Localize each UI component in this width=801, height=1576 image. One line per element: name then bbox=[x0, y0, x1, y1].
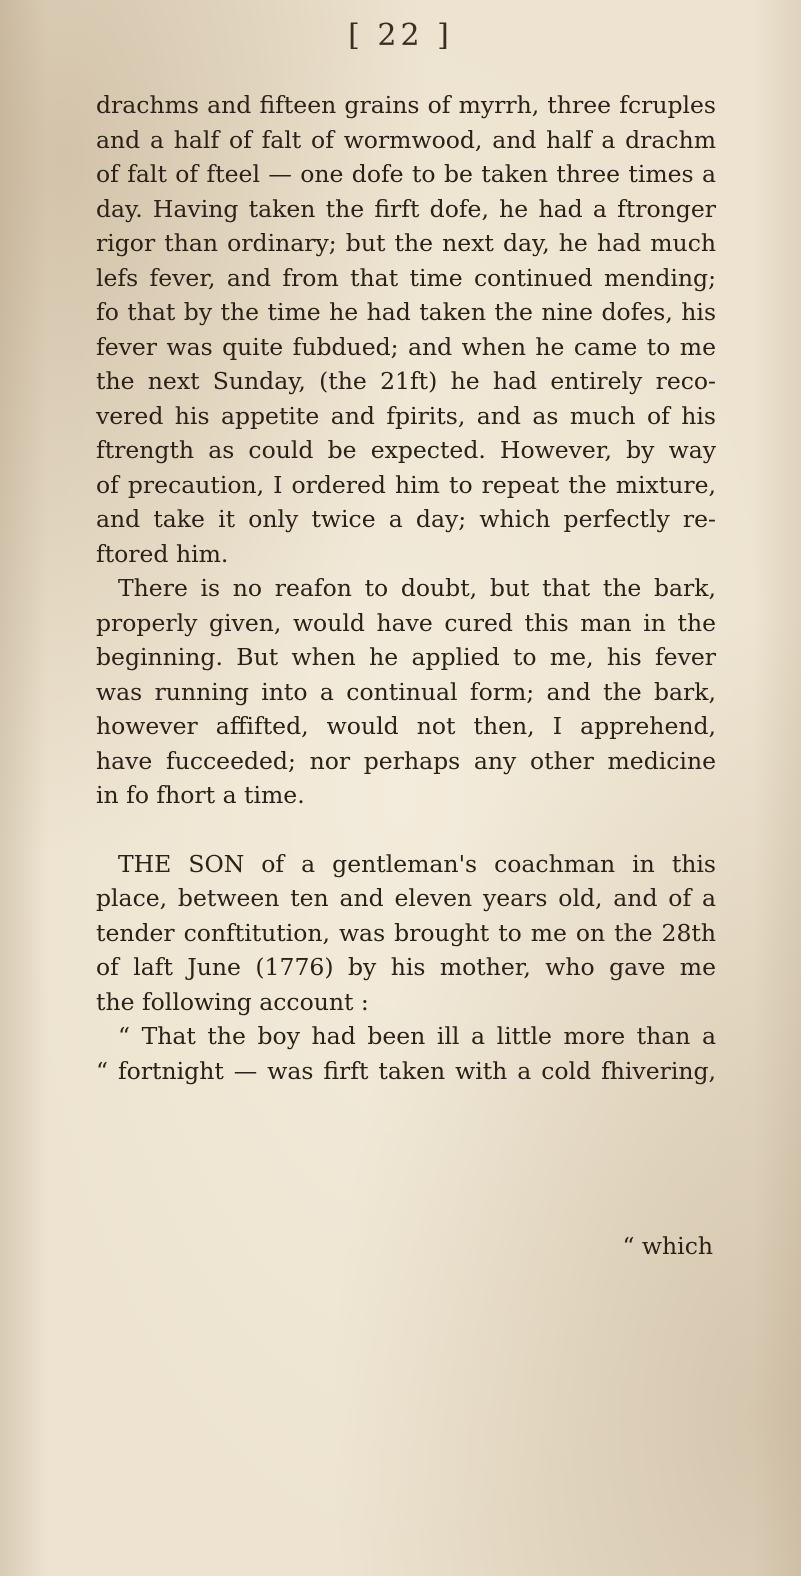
text-line: drachms and fifteen grains of myrrh, three fcruples bbox=[96, 91, 716, 119]
paragraph-spacer bbox=[96, 813, 716, 847]
text-line: of laft June (1776) by his mother, who gave me bbox=[96, 953, 716, 981]
text-line: have fucceeded; nor perhaps any other medicine bbox=[96, 746, 716, 775]
text-line: and a half of falt of wormwood, and half a drachm bbox=[96, 125, 716, 154]
paragraph-4 bbox=[96, 1019, 716, 1088]
body-text bbox=[96, 88, 716, 1088]
text-line: beginning. But when he applied to me, his fever bbox=[96, 643, 716, 671]
text-line: and take it only twice a day; which perfectly re- bbox=[96, 505, 716, 533]
text-line: There is no reafon to doubt, but that the bark, bbox=[118, 574, 716, 602]
paragraph-2 bbox=[96, 571, 716, 813]
text-line: place, between ten and eleven years old, and of a bbox=[96, 884, 716, 912]
text-line: of falt of fteel — one dofe to be taken three times a bbox=[96, 160, 716, 188]
text-line: of precaution, I ordered him to repeat the mixture, bbox=[96, 470, 716, 499]
text-line: ftored him. bbox=[96, 539, 229, 568]
catchword: “ which bbox=[622, 1232, 713, 1260]
text-line: was running into a continual form; and the bark, bbox=[96, 677, 716, 706]
text-line: “ That the boy had been ill a little more than a bbox=[118, 1022, 716, 1050]
text-line: ftrength as could be expected. However, by way bbox=[96, 436, 716, 464]
text-line: the following account : bbox=[96, 987, 369, 1016]
text-line: “ fortnight — was firft taken with a cold fhivering, bbox=[96, 1056, 716, 1085]
text-line: fo that by the time he had taken the nine dofes, his bbox=[96, 298, 716, 326]
paragraph-3 bbox=[96, 847, 716, 1020]
text-line: lefs fever, and from that time continued mending; bbox=[96, 263, 716, 292]
text-line: the next Sunday, (the 21ft) he had entirely reco- bbox=[96, 367, 716, 395]
text-line: rigor than ordinary; but the next day, he had much bbox=[96, 229, 716, 257]
text-line: properly given, would have cured this man in the bbox=[96, 608, 716, 637]
text-line: day. Having taken the firft dofe, he had a ftronger bbox=[96, 194, 716, 223]
paragraph-1 bbox=[96, 88, 716, 571]
text-line: vered his appetite and fpirits, and as much of his bbox=[96, 401, 716, 430]
text-line: THE SON of a gentleman's coachman in this bbox=[118, 849, 716, 878]
page-number: [ 22 ] bbox=[348, 18, 453, 53]
text-line: fever was quite fubdued; and when he came to me bbox=[96, 332, 716, 361]
text-line: in fo fhort a time. bbox=[96, 781, 305, 809]
text-line: tender conftitution, was brought to me on the 28th bbox=[96, 918, 716, 947]
text-line: however affifted, would not then, I apprehend, bbox=[96, 712, 716, 740]
